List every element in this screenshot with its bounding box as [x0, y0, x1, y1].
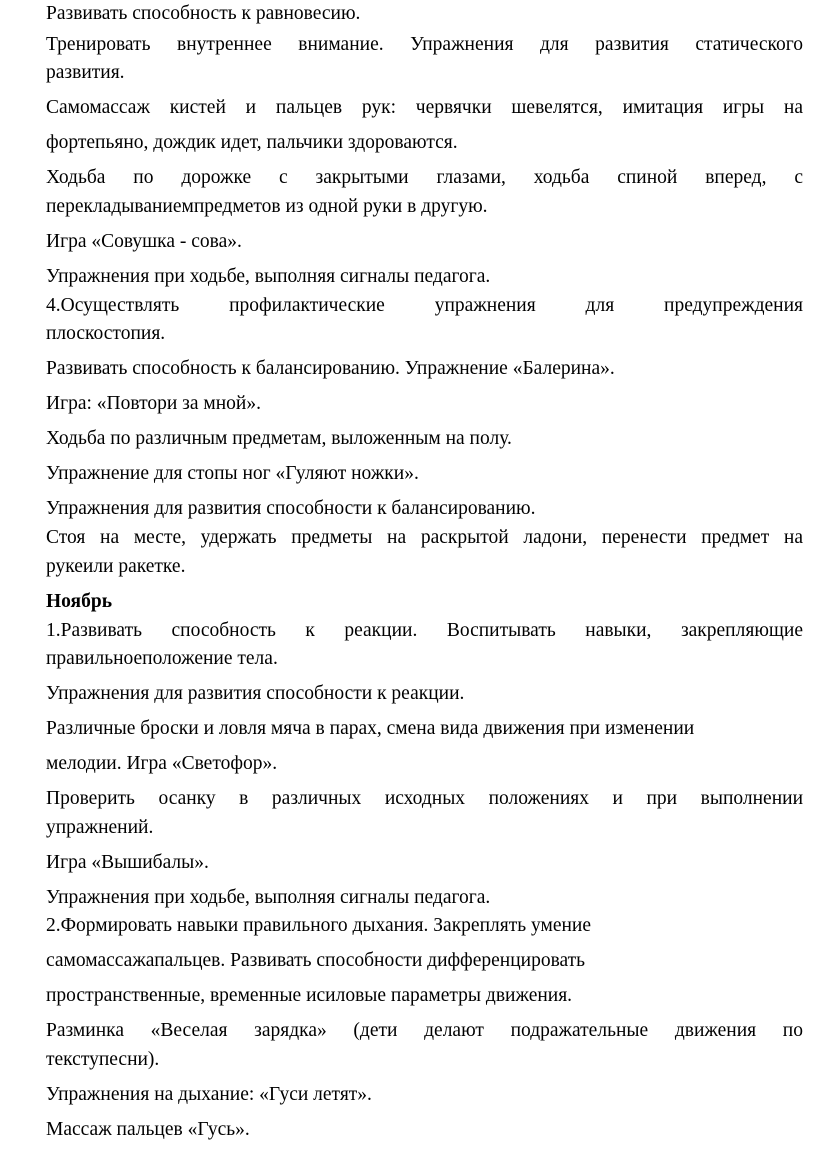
- text-line: Игра «Совушка - сова».: [46, 231, 242, 252]
- text-line: 2.Формировать навыки правильного дыхания. Закреплять умение: [46, 915, 592, 936]
- text-line: мелодии. Игра «Светофор».: [46, 753, 278, 774]
- text-line: самомассажапальцев. Развивать способности дифференцировать: [46, 950, 586, 971]
- text-line: перекладываниемпредметов из одной руки в другую.: [46, 196, 488, 217]
- text-line: Упражнения при ходьбе, выполняя сигналы педагога.: [46, 887, 491, 908]
- text-line: плоскостопия.: [46, 323, 166, 344]
- text-line: Самомассаж кистей и пальцев рук: червячки шевелятся, имитация игры на: [46, 97, 803, 118]
- text-line: Развивать способность к балансированию. Упражнение «Балерина».: [46, 358, 615, 379]
- text-line: Тренировать внутреннее внимание. Упражнения для развития статического: [46, 34, 803, 55]
- text-line: правильноеположение тела.: [46, 648, 278, 669]
- text-line: Упражнения для развития способности к балансированию.: [46, 498, 536, 519]
- text-line: Массаж пальцев «Гусь».: [46, 1119, 250, 1140]
- text-line: упражнений.: [46, 817, 154, 838]
- text-line: Упражнения при ходьбе, выполняя сигналы педагога.: [46, 266, 491, 287]
- text-line: Упражнения для развития способности к реакции.: [46, 683, 465, 704]
- text-line: 4.Осуществлять профилактические упражнения для предупреждения: [46, 295, 803, 316]
- text-line: рукеили ракетке.: [46, 556, 186, 577]
- text-line: 1.Развивать способность к реакции. Воспитывать навыки, закрепляющие: [46, 620, 803, 641]
- text-line: текступесни).: [46, 1049, 160, 1070]
- text-line: Ходьба по различным предметам, выложенным на полу.: [46, 428, 512, 449]
- text-line: Проверить осанку в различных исходных положениях и при выполнении: [46, 788, 803, 809]
- text-line: Различные броски и ловля мяча в парах, смена вида движения при изменении: [46, 718, 695, 739]
- text-line: пространственные, временные исиловые параметры движения.: [46, 985, 573, 1006]
- text-line: Упражнение для стопы ног «Гуляют ножки».: [46, 463, 419, 484]
- text-line: фортепьяно, дождик идет, пальчики здороваются.: [46, 132, 458, 153]
- text-line: Игра: «Повтори за мной».: [46, 393, 261, 414]
- text-line: Разминка «Веселая зарядка» (дети делают подражательные движения по: [46, 1020, 803, 1041]
- text-line: Стоя на месте, удержать предметы на раскрытой ладони, перенести предмет на: [46, 527, 803, 548]
- section-heading-november: Ноябрь: [46, 591, 113, 612]
- text-line: развития.: [46, 62, 125, 83]
- text-line: Ходьба по дорожке с закрытыми глазами, ходьба спиной вперед, с: [46, 167, 803, 188]
- text-line: Развивать способность к равновесию.: [46, 3, 361, 24]
- text-line: Упражнения на дыхание: «Гуси летят».: [46, 1084, 372, 1105]
- text-line: Игра «Вышибалы».: [46, 852, 209, 873]
